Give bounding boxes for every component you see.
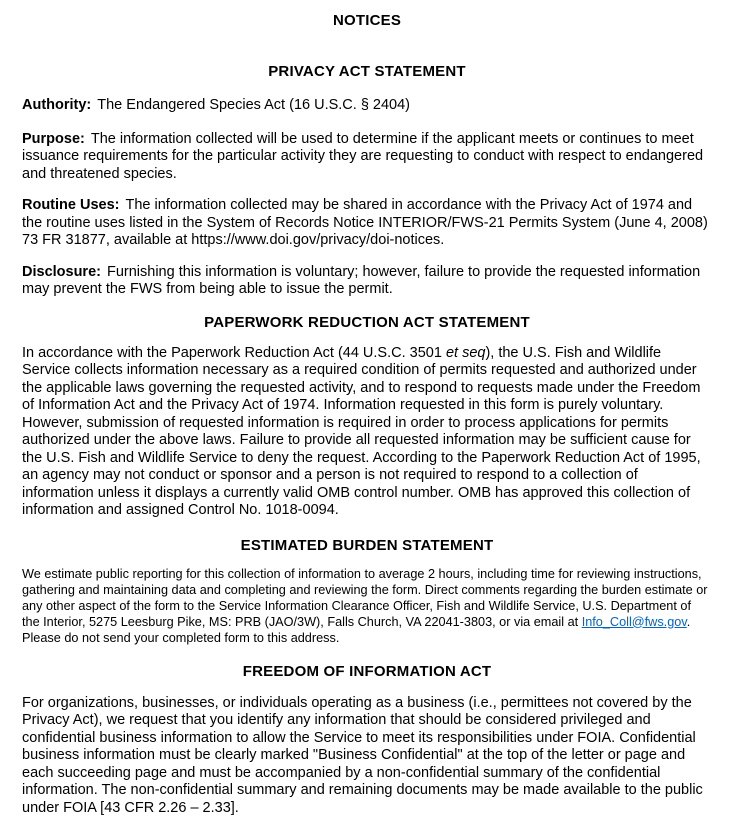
burden-text-after-link: . Please do not send your completed form to this address. [22,614,691,645]
routine-uses-paragraph [22,197,712,250]
routine-uses-text: The information collected may be shared in accordance with the Privacy Act of 1974 and the routine uses listed in the System of Records Notice INTERIOR/FWS-21 Permits System (June 4, 2008) 73 FR 31877, available at https://www.doi.gov/privacy/doi-notices. [22,197,708,248]
paperwork-text-after-italic: ), the U.S. Fish and Wildlife Service collects information necessary as a required condition of permits requested and authorized under the applicable laws governing the requested activity, and to respond to requests made under the Freedom of Information Act and the Privacy Act of 1974. Information requested in this form is purely voluntary. However, submission of requested information is required in order to process applications for permits authorized under the above laws. Failure to provide all requested information may be sufficient cause for the U.S. Fish and Wildlife Service to deny the request. According to the Paperwork Reduction Act of 1995, an agency may not conduct or sponsor and a person is not required to respond to a collection of information unless it displays a currently valid OMB control number. OMB has approved this collection of information and assigned Control No. 1018-0094. [22,344,701,518]
privacy-act-statement-heading: PRIVACY ACT STATEMENT [268,63,466,80]
disclosure-text: Furnishing this information is voluntary; however, failure to provide the requested information may prevent the FWS from being able to issue the permit. [22,263,701,297]
paperwork-italic-phrase: et seq [445,344,486,361]
authority-label: Authority: [22,97,92,113]
purpose-label: Purpose: [22,130,85,147]
authority-text: The Endangered Species Act (16 U.S.C. § 2404) [97,97,411,113]
paperwork-reduction-act-heading: PAPERWORK REDUCTION ACT STATEMENT [204,313,530,331]
freedom-of-information-act-heading: FREEDOM OF INFORMATION ACT [242,662,492,680]
disclosure-label: Disclosure: [22,263,101,280]
paperwork-reduction-act-paragraph [22,345,712,520]
routine-uses-label: Routine Uses: [22,197,120,213]
disclosure-paragraph [22,264,712,299]
paperwork-text-before-italic: In accordance with the Paperwork Reduction Act (44 U.S.C. 3501 [22,344,446,361]
purpose-text: The information collected will be used to determine if the applicant meets or continues to meet issuance requirements for the particular activity they are requesting to conduct with respect to endangered and threatened species. [22,130,704,182]
estimated-burden-statement-heading: ESTIMATED BURDEN STATEMENT [240,536,494,554]
page-title: NOTICES [332,12,402,29]
estimated-burden-paragraph [22,566,712,646]
purpose-paragraph [22,131,712,184]
foia-paragraph: For organizations, businesses, or individuals operating as a business (i.e., permittees not covered by the Privacy Act), we request that you identify any information that should be considered privileged and confidential business information to allow the Service to meet its responsibilities under FOIA. Confidential business information must be clearly marked "Business Confidential" at the top of the letter or page and each succeeding page and must be accompanied by a non-confidential summary of the confidential information. The non-confidential summary and remaining documents may be made available to the public under FOIA [43 CFR 2.26 – 2.33]. [22,694,703,816]
authority-paragraph [22,97,712,115]
burden-text-before-link: We estimate public reporting for this collection of information to average 2 hours, including time for reviewing instructions, gathering and maintaining data and completing and reviewing the form. Direct comments regarding the burden estimate or any other aspect of the form to the Service Information Clearance Officer, Fish and Wildlife Service, U.S. Department of the Interior, 5275 Leesburg Pike, MS: PRB (JAO/3W), Falls Church, VA 22041-3803, or via email at [22,566,708,629]
email-link[interactable]: Info_Coll@fws.gov [581,614,687,629]
